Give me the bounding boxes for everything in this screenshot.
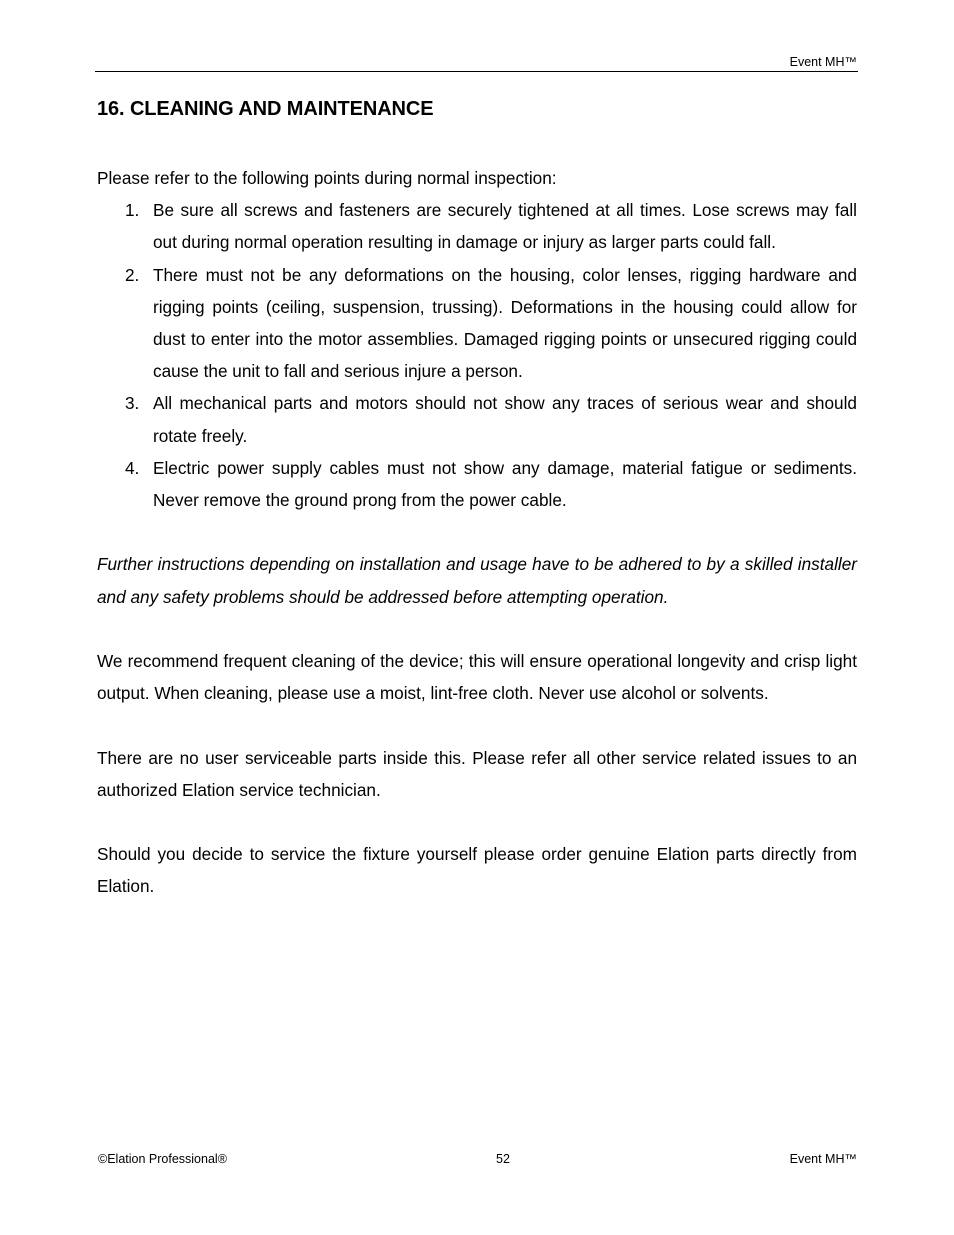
- inspection-points-list: [97, 194, 857, 516]
- list-item-text: Be sure all screws and fasteners are securely tightened at all times. Lose screws may fall out during normal operation resulting in damage or injury as larger parts could fall.: [153, 200, 857, 253]
- footer-page-number: 52: [496, 1152, 510, 1166]
- installation-note: Further instructions depending on installation and usage have to be adhered to by a skilled installer and any safety problems should be addressed before attempting operation.: [97, 554, 857, 607]
- list-item-text: There must not be any deformations on the housing, color lenses, rigging hardware and rigging points (ceiling, suspension, trussing). Deformations in the housing could allow for dust to enter into the motor assemblies. Damaged rigging points or unsecured rigging could cause the unit to fall and serious injure a person.: [153, 264, 857, 382]
- list-item-number: 3.: [125, 393, 140, 414]
- intro-text: Please refer to the following points during normal inspection:: [97, 168, 557, 188]
- footer-product-name: Event MH™: [789, 1152, 857, 1166]
- list-item: [97, 452, 857, 516]
- spacer: [97, 806, 857, 838]
- spacer: [97, 613, 857, 645]
- list-item: [97, 259, 857, 388]
- list-item: [97, 387, 857, 451]
- list-item: [97, 194, 857, 258]
- cleaning-paragraph: We recommend frequent cleaning of the device; this will ensure operational longevity and crisp light output. When cleaning, please use a moist, lint-free cloth. Never use alcohol or solvents.: [97, 651, 857, 704]
- spacer: [97, 709, 857, 741]
- header-product-name: Event MH™: [789, 55, 857, 69]
- section-body: [97, 162, 857, 903]
- list-item-text: Electric power supply cables must not show any damage, material fatigue or sediments. Never remove the ground prong from the power cable.: [153, 457, 857, 511]
- list-item-number: 2.: [125, 264, 140, 285]
- header-divider: [95, 71, 858, 72]
- list-item-text: All mechanical parts and motors should not show any traces of serious wear and should rotate freely.: [153, 393, 857, 446]
- list-item-number: 1.: [125, 200, 140, 221]
- footer-copyright: ©Elation Professional®: [98, 1152, 227, 1166]
- spacer: [97, 516, 857, 548]
- service-paragraph: There are no user serviceable parts inside this. Please refer all other service related issues to an authorized Elation service technician.: [97, 747, 857, 800]
- section-title: 16. CLEANING AND MAINTENANCE: [97, 98, 434, 120]
- list-item-number: 4.: [125, 457, 140, 478]
- parts-paragraph: Should you decide to service the fixture yourself please order genuine Elation parts directly from Elation.: [97, 844, 857, 897]
